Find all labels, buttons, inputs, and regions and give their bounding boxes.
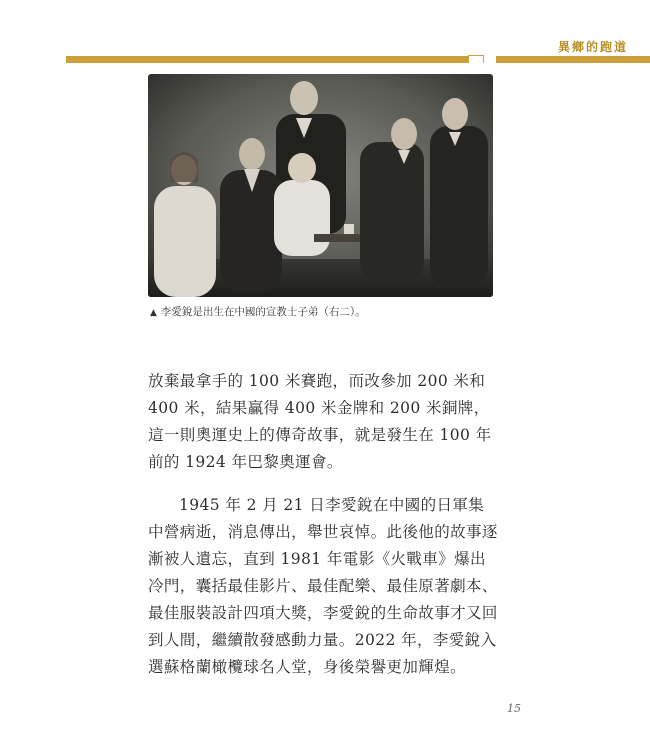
page-number: 15 <box>507 702 521 715</box>
photo-family-portrait-icon <box>148 74 493 297</box>
caption-text: 李愛銳是出生在中國的宣教士子弟（右二）。 <box>160 306 366 318</box>
header-bar <box>66 0 650 70</box>
header-rule-right <box>496 56 650 63</box>
header-rule-left <box>66 56 468 63</box>
caption-marker-icon: ▲ <box>150 308 157 318</box>
family-portrait-photo <box>148 74 493 297</box>
running-title: 異鄉的跑道 <box>557 40 628 54</box>
body-paragraph-1: 放棄最拿手的 100 米賽跑，而改參加 200 米和 400 米，結果贏得 400 米金牌和 200 米銅牌，這一則奧運史上的傳奇故事，就是發生在 100 年前的 1924 年巴黎奧運會。 <box>148 372 492 471</box>
photo-caption <box>150 304 550 319</box>
header-rule-tab <box>468 55 484 63</box>
body-paragraph-2: 1945 年 2 月 21 日李愛銳在中國的日軍集中營病逝，消息傳出，舉世哀悼。此後他的故事逐漸被人遺忘，直到 1981 年電影《火戰車》爆出冷門，囊括最佳影片、最佳配樂、最佳原著劇本、最佳服裝設計四項大獎，李愛銳的生命故事才又回到人間，繼續散發感動力量。2022 年，李愛銳入選蘇格蘭橄欖球名人堂，身後榮譽更加輝煌。 <box>148 496 498 676</box>
